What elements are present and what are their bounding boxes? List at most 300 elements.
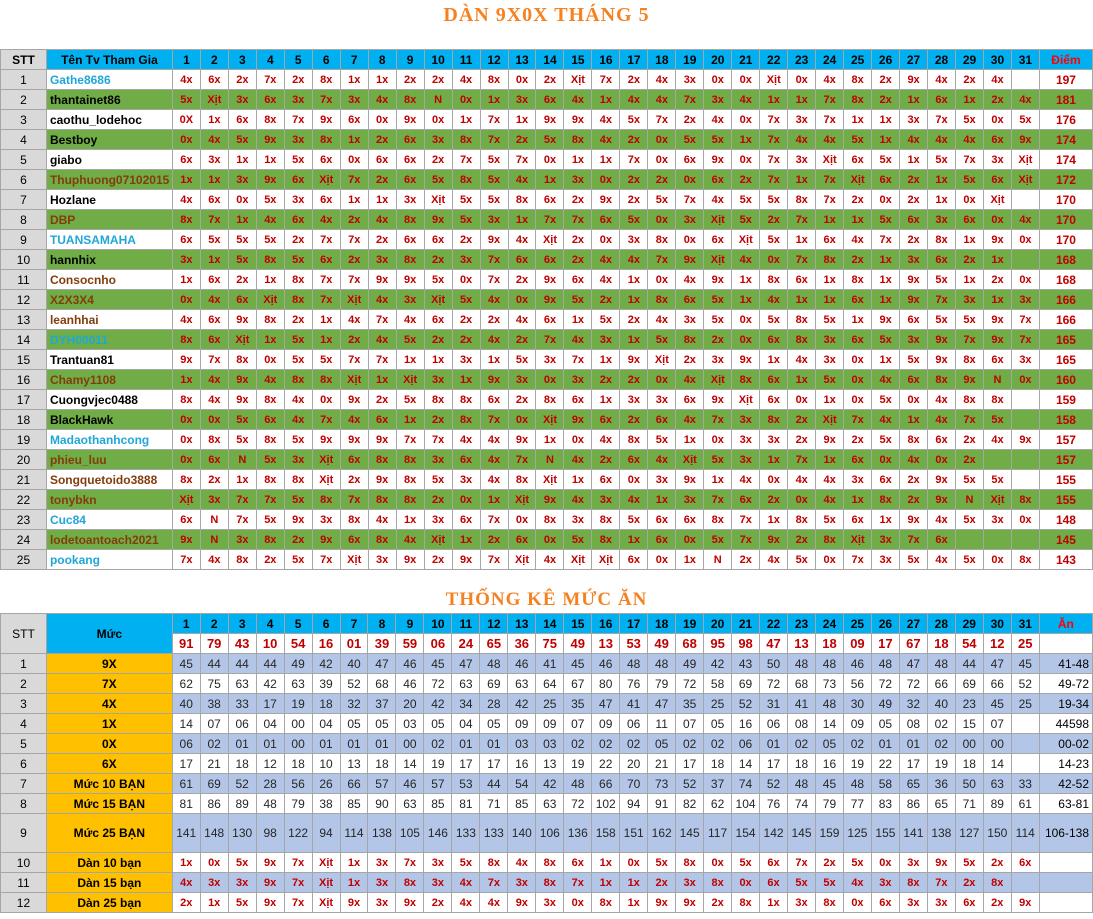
day-cell: 4x xyxy=(564,490,592,510)
stat-cell: 19 xyxy=(284,694,312,714)
stat-cell: 106 xyxy=(536,814,564,853)
stat-cell: 13 xyxy=(536,754,564,774)
score-cell: 174 xyxy=(1039,130,1092,150)
stat-cell: 77 xyxy=(843,794,871,814)
result-cell: 47 xyxy=(760,634,788,654)
day-cell: 6x xyxy=(872,470,900,490)
stat-cell: 9x xyxy=(648,893,676,913)
stat-cell: 1x xyxy=(200,893,228,913)
stat-cell: 5x xyxy=(788,873,816,893)
day-cell: Xịt xyxy=(983,190,1011,210)
member-name: DBP xyxy=(46,210,172,230)
result-cell: 91 xyxy=(172,634,200,654)
row-stt: 11 xyxy=(1,873,47,893)
day-cell: 4x xyxy=(312,210,340,230)
day-cell: 2x xyxy=(340,330,368,350)
stat-cell: 9x xyxy=(256,873,284,893)
day-cell: Xịt xyxy=(816,410,844,430)
day-cell: 1x xyxy=(816,270,844,290)
day-cell: 4x xyxy=(928,390,956,410)
stat-cell: 20 xyxy=(620,754,648,774)
stat-cell: 3x xyxy=(871,873,899,893)
day-cell: 6x xyxy=(172,230,200,250)
day-cell: 1x xyxy=(732,290,760,310)
day-cell: 5x xyxy=(424,270,452,290)
stat-cell: 86 xyxy=(899,794,927,814)
day-cell: 8x xyxy=(1011,550,1039,570)
day-cell: 4x xyxy=(620,90,648,110)
header-day: 3 xyxy=(228,614,256,634)
row-stt: 18 xyxy=(1,410,47,430)
day-cell: 6x xyxy=(508,530,536,550)
day-cell: 8x xyxy=(508,190,536,210)
stat-cell: 17 xyxy=(452,754,480,774)
day-cell: 9x xyxy=(564,110,592,130)
day-cell: 1x xyxy=(816,290,844,310)
day-cell: 7x xyxy=(228,490,256,510)
day-cell: 0x xyxy=(508,70,536,90)
day-cell: 0x xyxy=(816,550,844,570)
day-cell: 4x xyxy=(200,130,228,150)
stat-cell: 08 xyxy=(788,714,816,734)
day-cell: 1x xyxy=(172,270,200,290)
day-cell: 4x xyxy=(732,470,760,490)
day-cell: 4x xyxy=(1011,210,1039,230)
day-cell: 0x xyxy=(956,190,984,210)
day-cell: 0x xyxy=(648,210,676,230)
stat-cell: 47 xyxy=(452,654,480,674)
day-cell: 0x xyxy=(844,390,872,410)
day-cell: 1x xyxy=(172,370,200,390)
day-cell: 0x xyxy=(256,350,284,370)
stat-cell: 150 xyxy=(983,814,1011,853)
day-cell: 5x xyxy=(284,150,312,170)
stat-cell: 40 xyxy=(340,654,368,674)
day-cell: 7x xyxy=(480,270,508,290)
day-cell: 3x xyxy=(284,90,312,110)
day-cell: 8x xyxy=(648,290,676,310)
day-cell: Xịt xyxy=(172,490,200,510)
day-cell: 8x xyxy=(536,510,564,530)
day-cell: 1x xyxy=(788,370,816,390)
day-cell: 9x xyxy=(368,430,396,450)
day-cell: 7x xyxy=(340,170,368,190)
day-cell: Xịt xyxy=(536,410,564,430)
day-cell: 4x xyxy=(872,370,900,390)
day-cell: 5x xyxy=(564,530,592,550)
member-name: Gathe8686 xyxy=(46,70,172,90)
day-cell: 7x xyxy=(620,150,648,170)
header-day: 12 xyxy=(480,50,508,70)
stat-cell: 40 xyxy=(927,694,955,714)
day-cell: 4x xyxy=(844,230,872,250)
day-cell: 3x xyxy=(648,390,676,410)
day-cell: 2x xyxy=(536,70,564,90)
day-cell: 8x xyxy=(676,330,704,350)
day-cell xyxy=(1011,250,1039,270)
stat-cell: 11 xyxy=(648,714,676,734)
day-cell: 7x xyxy=(676,90,704,110)
day-cell: 4x xyxy=(648,310,676,330)
day-cell: 9x xyxy=(704,270,732,290)
stat-cell: 04 xyxy=(452,714,480,734)
day-cell: 1x xyxy=(872,250,900,270)
day-cell: 6x xyxy=(592,410,620,430)
day-cell: N xyxy=(200,510,228,530)
row-stt: 3 xyxy=(1,694,47,714)
day-cell: 7x xyxy=(816,110,844,130)
day-cell: Xịt xyxy=(340,550,368,570)
day-cell: 7x xyxy=(480,250,508,270)
day-cell: 4x xyxy=(368,290,396,310)
day-cell: Xịt xyxy=(256,290,284,310)
day-cell: N xyxy=(956,490,984,510)
day-cell: 5x xyxy=(816,310,844,330)
day-cell: 5x xyxy=(816,370,844,390)
day-cell: 3x xyxy=(396,290,424,310)
day-cell: 8x xyxy=(956,350,984,370)
day-cell: 2x xyxy=(564,250,592,270)
day-cell: 7x xyxy=(424,430,452,450)
stat-cell: 49 xyxy=(284,654,312,674)
day-cell: 0x xyxy=(508,290,536,310)
day-cell: 0x xyxy=(704,70,732,90)
stat-cell: 07 xyxy=(564,714,592,734)
day-cell xyxy=(1011,70,1039,90)
day-cell: 4x xyxy=(480,430,508,450)
day-cell: 8x xyxy=(508,470,536,490)
day-cell: 8x xyxy=(284,370,312,390)
day-cell: 2x xyxy=(900,230,928,250)
header-day: 1 xyxy=(172,614,200,634)
day-cell: 3x xyxy=(983,150,1011,170)
day-cell: 9x xyxy=(536,270,564,290)
day-cell: 5x xyxy=(872,210,900,230)
score-cell: 168 xyxy=(1039,270,1092,290)
header-day: 13 xyxy=(508,614,536,634)
day-cell: Xịt xyxy=(1011,170,1039,190)
stat-cell: 05 xyxy=(368,714,396,734)
day-cell: 1x xyxy=(396,350,424,370)
day-cell: 7x xyxy=(452,150,480,170)
day-cell: 4x xyxy=(200,370,228,390)
stat-cell: 09 xyxy=(536,714,564,734)
stat-cell: 06 xyxy=(620,714,648,734)
stat-cell: 89 xyxy=(228,794,256,814)
day-cell: 5x xyxy=(508,350,536,370)
day-cell: 6x xyxy=(592,470,620,490)
day-cell: 1x xyxy=(592,390,620,410)
day-cell: 6x xyxy=(844,510,872,530)
range-cell xyxy=(1039,893,1092,913)
stat-cell: 48 xyxy=(815,654,843,674)
day-cell: 9x xyxy=(704,390,732,410)
day-cell: 8x xyxy=(788,310,816,330)
member-row xyxy=(1,230,1093,250)
stat-cell: 26 xyxy=(312,774,340,794)
stat-cell: 63 xyxy=(396,794,424,814)
stat-cell: 8x xyxy=(480,853,508,873)
day-cell: 9x xyxy=(900,290,928,310)
stat-cell: 41 xyxy=(536,654,564,674)
stat-cell: 06 xyxy=(172,734,200,754)
stat-cell: 125 xyxy=(843,814,871,853)
member-name: phieu_luu xyxy=(46,450,172,470)
score-cell: 181 xyxy=(1039,90,1092,110)
day-cell: 6x xyxy=(424,310,452,330)
stat-cell: 00 xyxy=(284,714,312,734)
day-cell: 2x xyxy=(340,470,368,490)
score-cell: 157 xyxy=(1039,450,1092,470)
day-cell: 0x xyxy=(1011,370,1039,390)
day-cell: 5x xyxy=(928,270,956,290)
score-cell: 174 xyxy=(1039,150,1092,170)
stat-cell: 69 xyxy=(200,774,228,794)
range-cell: 19-34 xyxy=(1039,694,1092,714)
day-cell: 4x xyxy=(928,550,956,570)
day-cell: 0x xyxy=(508,510,536,530)
header-day: 23 xyxy=(788,614,816,634)
stats-row xyxy=(1,853,1093,873)
day-cell: 6x xyxy=(452,450,480,470)
day-cell: 6x xyxy=(200,310,228,330)
day-cell: 1x xyxy=(340,190,368,210)
day-cell: 4x xyxy=(816,490,844,510)
day-cell: 1x xyxy=(788,170,816,190)
stat-cell: 69 xyxy=(480,674,508,694)
day-cell: 7x xyxy=(284,110,312,130)
range-cell: 106-138 xyxy=(1039,814,1092,853)
day-cell: 8x xyxy=(788,190,816,210)
day-cell: 7x xyxy=(536,210,564,230)
stat-cell: 141 xyxy=(899,814,927,853)
day-cell: 6x xyxy=(200,70,228,90)
day-cell: 1x xyxy=(872,130,900,150)
day-cell: 8x xyxy=(396,210,424,230)
stat-cell: 37 xyxy=(368,694,396,714)
day-cell: 3x xyxy=(620,230,648,250)
stat-cell: 48 xyxy=(256,794,284,814)
stat-cell: 2x xyxy=(983,853,1011,873)
day-cell: 7x xyxy=(648,250,676,270)
row-stt: 12 xyxy=(1,290,47,310)
day-cell: 1x xyxy=(564,310,592,330)
day-cell: N xyxy=(536,450,564,470)
day-cell: 5x xyxy=(956,110,984,130)
day-cell: 3x xyxy=(676,210,704,230)
stat-cell: 52 xyxy=(340,674,368,694)
day-cell xyxy=(983,530,1011,550)
day-cell: 5x xyxy=(1011,110,1039,130)
stat-cell: 66 xyxy=(983,674,1011,694)
day-cell: 9x xyxy=(760,530,788,550)
day-cell: 7x xyxy=(900,530,928,550)
day-cell: 9x xyxy=(928,470,956,490)
day-cell: 2x xyxy=(284,70,312,90)
member-name: Songquetoido3888 xyxy=(46,470,172,490)
header-day: 15 xyxy=(564,614,592,634)
stat-cell: 25 xyxy=(1011,694,1039,714)
stat-cell: 66 xyxy=(927,674,955,694)
day-cell: 0x xyxy=(312,390,340,410)
stat-cell: 03 xyxy=(508,734,536,754)
stat-cell: 01 xyxy=(899,734,927,754)
stat-cell: 08 xyxy=(899,714,927,734)
day-cell: 2x xyxy=(956,250,984,270)
day-cell: 2x xyxy=(983,270,1011,290)
day-cell: 2x xyxy=(284,310,312,330)
day-cell: 2x xyxy=(620,410,648,430)
day-cell: 8x xyxy=(1011,490,1039,510)
day-cell: 4x xyxy=(900,130,928,150)
day-cell: Xịt xyxy=(816,150,844,170)
stat-cell: 2x xyxy=(815,853,843,873)
day-cell: 4x xyxy=(396,530,424,550)
day-cell: 6x xyxy=(760,390,788,410)
day-cell: 8x xyxy=(452,130,480,150)
day-cell: 1x xyxy=(760,510,788,530)
day-cell: 3x xyxy=(956,290,984,310)
stat-cell: 02 xyxy=(927,714,955,734)
day-cell: 7x xyxy=(480,410,508,430)
header-day: 24 xyxy=(816,50,844,70)
day-cell: 9x xyxy=(340,390,368,410)
day-cell: 2x xyxy=(368,130,396,150)
day-cell: 7x xyxy=(256,490,284,510)
day-cell: 9x xyxy=(620,350,648,370)
day-cell: 7x xyxy=(564,210,592,230)
day-cell xyxy=(956,530,984,550)
day-cell: 6x xyxy=(284,210,312,230)
day-cell: 2x xyxy=(704,330,732,350)
day-cell: 9x xyxy=(396,270,424,290)
result-cell: 17 xyxy=(871,634,899,654)
day-cell: 0x xyxy=(788,390,816,410)
day-cell: 8x xyxy=(228,350,256,370)
day-cell: Xịt xyxy=(676,450,704,470)
day-cell: 5x xyxy=(928,150,956,170)
day-cell: 9x xyxy=(340,430,368,450)
member-name: Bestboy xyxy=(46,130,172,150)
day-cell: 6x xyxy=(396,230,424,250)
day-cell: 4x xyxy=(536,550,564,570)
day-cell: 2x xyxy=(452,230,480,250)
stat-cell: 40 xyxy=(172,694,200,714)
day-cell: 9x xyxy=(172,350,200,370)
stat-cell: 38 xyxy=(312,794,340,814)
day-cell: 8x xyxy=(284,470,312,490)
day-cell: 7x xyxy=(788,210,816,230)
stat-cell: 162 xyxy=(648,814,676,853)
day-cell: 5x xyxy=(256,230,284,250)
day-cell: 8x xyxy=(872,490,900,510)
day-cell: 4x xyxy=(508,170,536,190)
member-name: Cuc84 xyxy=(46,510,172,530)
day-cell: 0X xyxy=(172,110,200,130)
day-cell: 2x xyxy=(844,190,872,210)
stat-cell: 138 xyxy=(927,814,955,853)
day-cell: 5x xyxy=(732,210,760,230)
header-day: 20 xyxy=(704,614,732,634)
stats-row xyxy=(1,794,1093,814)
day-cell: 4x xyxy=(564,450,592,470)
score-cell: 143 xyxy=(1039,550,1092,570)
day-cell: 0x xyxy=(452,90,480,110)
stat-cell: 00 xyxy=(983,734,1011,754)
day-cell: 1x xyxy=(648,490,676,510)
stat-cell: 0x xyxy=(200,853,228,873)
day-cell xyxy=(1011,470,1039,490)
stat-cell: 159 xyxy=(815,814,843,853)
stat-cell: 01 xyxy=(228,734,256,754)
day-cell: 8x xyxy=(788,330,816,350)
day-cell: 1x xyxy=(256,150,284,170)
day-cell: 9x xyxy=(928,490,956,510)
stat-cell: 48 xyxy=(927,654,955,674)
day-cell: 2x xyxy=(480,310,508,330)
result-cell: 36 xyxy=(508,634,536,654)
day-cell: 2x xyxy=(256,550,284,570)
day-cell: 1x xyxy=(536,170,564,190)
day-cell: 1x xyxy=(368,190,396,210)
stat-cell: 148 xyxy=(200,814,228,853)
member-row xyxy=(1,310,1093,330)
stats-row xyxy=(1,754,1093,774)
stat-cell: 52 xyxy=(1011,674,1039,694)
day-cell: 2x xyxy=(676,110,704,130)
stat-cell: 1x xyxy=(592,873,620,893)
result-cell: 54 xyxy=(284,634,312,654)
stat-cell: 140 xyxy=(508,814,536,853)
stat-cell: 22 xyxy=(871,754,899,774)
stat-cell: 52 xyxy=(732,694,760,714)
result-cell: 01 xyxy=(340,634,368,654)
day-cell: 2x xyxy=(592,290,620,310)
day-cell: 4x xyxy=(676,410,704,430)
result-cell: 16 xyxy=(312,634,340,654)
header-day: 13 xyxy=(508,50,536,70)
stat-cell: 7x xyxy=(788,853,816,873)
stat-cell: 13 xyxy=(340,754,368,774)
day-cell: 0x xyxy=(732,330,760,350)
stat-cell: 01 xyxy=(340,734,368,754)
day-cell: 5x xyxy=(900,550,928,570)
stat-cell: 4x xyxy=(480,893,508,913)
day-cell: 9x xyxy=(676,470,704,490)
stat-cell: 7x xyxy=(284,893,312,913)
result-cell: 13 xyxy=(788,634,816,654)
day-cell: 4x xyxy=(956,130,984,150)
day-cell: Xịt xyxy=(340,290,368,310)
day-cell: 3x xyxy=(228,90,256,110)
header-day: 4 xyxy=(256,50,284,70)
stat-cell: 52 xyxy=(760,774,788,794)
day-cell: 5x xyxy=(564,290,592,310)
day-cell: N xyxy=(228,450,256,470)
day-cell: 1x xyxy=(200,170,228,190)
day-cell: 3x xyxy=(872,530,900,550)
day-cell: 3x xyxy=(732,450,760,470)
day-cell: 2x xyxy=(956,430,984,450)
day-cell: 0x xyxy=(452,490,480,510)
day-cell: 4x xyxy=(592,130,620,150)
day-cell: 3x xyxy=(536,350,564,370)
day-cell: 8x xyxy=(536,390,564,410)
stat-cell: 3x xyxy=(899,853,927,873)
day-cell: 1x xyxy=(172,170,200,190)
day-cell: 2x xyxy=(564,230,592,250)
header-day: 14 xyxy=(536,614,564,634)
